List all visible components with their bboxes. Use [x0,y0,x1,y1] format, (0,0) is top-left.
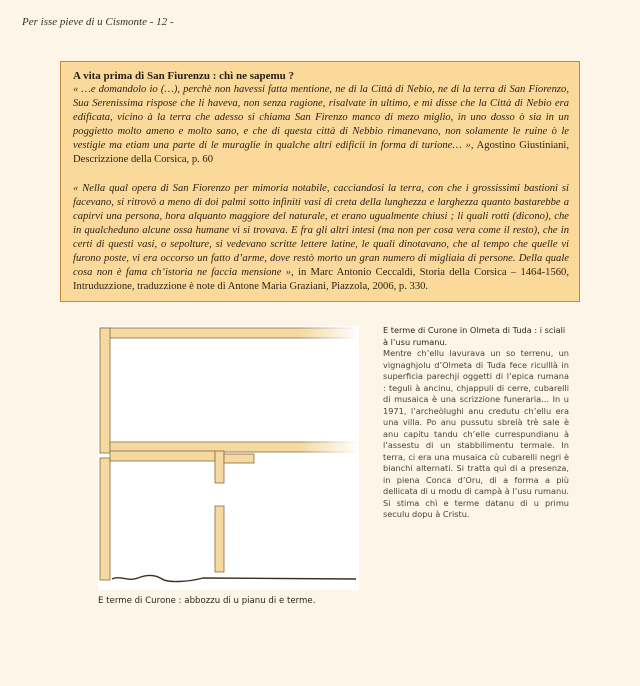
article [383,325,569,521]
wall-left-upper [100,328,110,453]
quote-paragraph-2 [73,182,569,294]
room-1 [111,339,359,442]
room-3 [225,464,359,572]
thermae-plan-figure [98,326,359,590]
wall-inner-stub [224,454,254,463]
quote-2-text: « Nella qual opera di San Fiorenzo per mimoria notabile, cacciandosi la terra, con che i grossissimi bastioni si facevano, si ritrovò a meno di doi palmi sotto infiniti vasi di creta della lunghezza e larghezza quanto bastarebbe a capirvi una persona, hora alquanto maggiore del naturale, et erano ugualmente chiusi ; li quali rotti (dicono), che in qualcheduno alcune ossa humane vi si trovava. E fra gli altri intesi (ma non per cosa vera come il resto), che in certi di questi vasi, o sepolture, si vedevano scritte lettere latine, le quali dinotavano, che al tempo che quelle vi furono poste, vi era occorso un fatto d’arme, dove restò morto un gran numero di migliaia di persone. Della quale cosa non è fama ch’istoria ne faccia mensione » [73,183,569,278]
plan-walls [100,326,359,580]
page-header: Per isse pieve di u Cismonte - 12 - [22,16,174,28]
thermae-plan-drawing [98,326,359,590]
quote-box [60,61,580,302]
room-2 [111,462,215,572]
wall-left-lower [100,458,110,580]
wall-fade-1 [298,326,359,340]
figure-caption: E terme di Curone : abbozzu di u pianu di e terme. [98,596,316,606]
quote-paragraph-1 [73,83,569,167]
article-title: E terme di Curone in Olmeta di Tuda : i sciali à l’usu rumanu. [383,325,566,347]
ground-line [112,575,356,581]
article-body: Mentre ch’ellu lavurava un so terrenu, un vignaghjolu d’Olmeta di Tuda fece riculllà in superficia parechji oggetti di l’epica rumana : teguli à ancinu, chjappuli di cerre, cubarelli di musaica è una scrizzione funeraria... In u 1971, l’archeòlughi anu credutu ch’ellu era una villa. Po anu pussutu sbreià trè sale è anu capitu tandu ch’elle currespundianu à l’assestu di un stabbilimentu termale. In terra, ci era una musaica cù cubarelli negri è bianchi alternati. Si tratta quì di a presenza, in piena Conca d’Oru, di a forma a più dellicata di u modu di campà à l’usu rumanu. Si stima chì e terme datanu di u primu seculu dopu à Cristu. [383,348,569,519]
wall-fade-2 [298,440,359,454]
wall-lower-horizontal [110,451,215,461]
quote-1-text: « …e domandolo io (…), perchè non havessi fatta mentione, ne di la Città di Nebio, ne di la terra di San Fiorenzo, Sua Serenissima rispose che li haveva, non senza ragione, risalvate in ultimo, e mi disse che la Città di Nebio era edificata, vicino à la terra che adesso si chiama San Firenzo manco di mezo miglio, in uno dosso ò sia in un poggietto molto ameno e molto sano, e che di questa città di Nebbio rimanevano, non solamente le ruine ò le vestigie ma etiam una parte di le muraglie in qualche altri edificii in forma di turione… » [73,84,569,151]
quote-2-source: , in Marc Antonio Ceccaldi, Storia della Corsica – 1464-1560, Intruduzzione, traduzzione è note di Antone Maria Graziani, Piazzola, 2006, p. 330. [73,267,569,292]
wall-inner-vertical-lower [215,506,224,572]
quote-title: A vita prima di San Fiurenzu : chì ne sapemu ? [73,70,295,82]
wall-inner-vertical [215,451,224,483]
quote-1-source: , Agostino Giustiniani, Descrizzione della Corsica, p. 60 [73,140,569,165]
